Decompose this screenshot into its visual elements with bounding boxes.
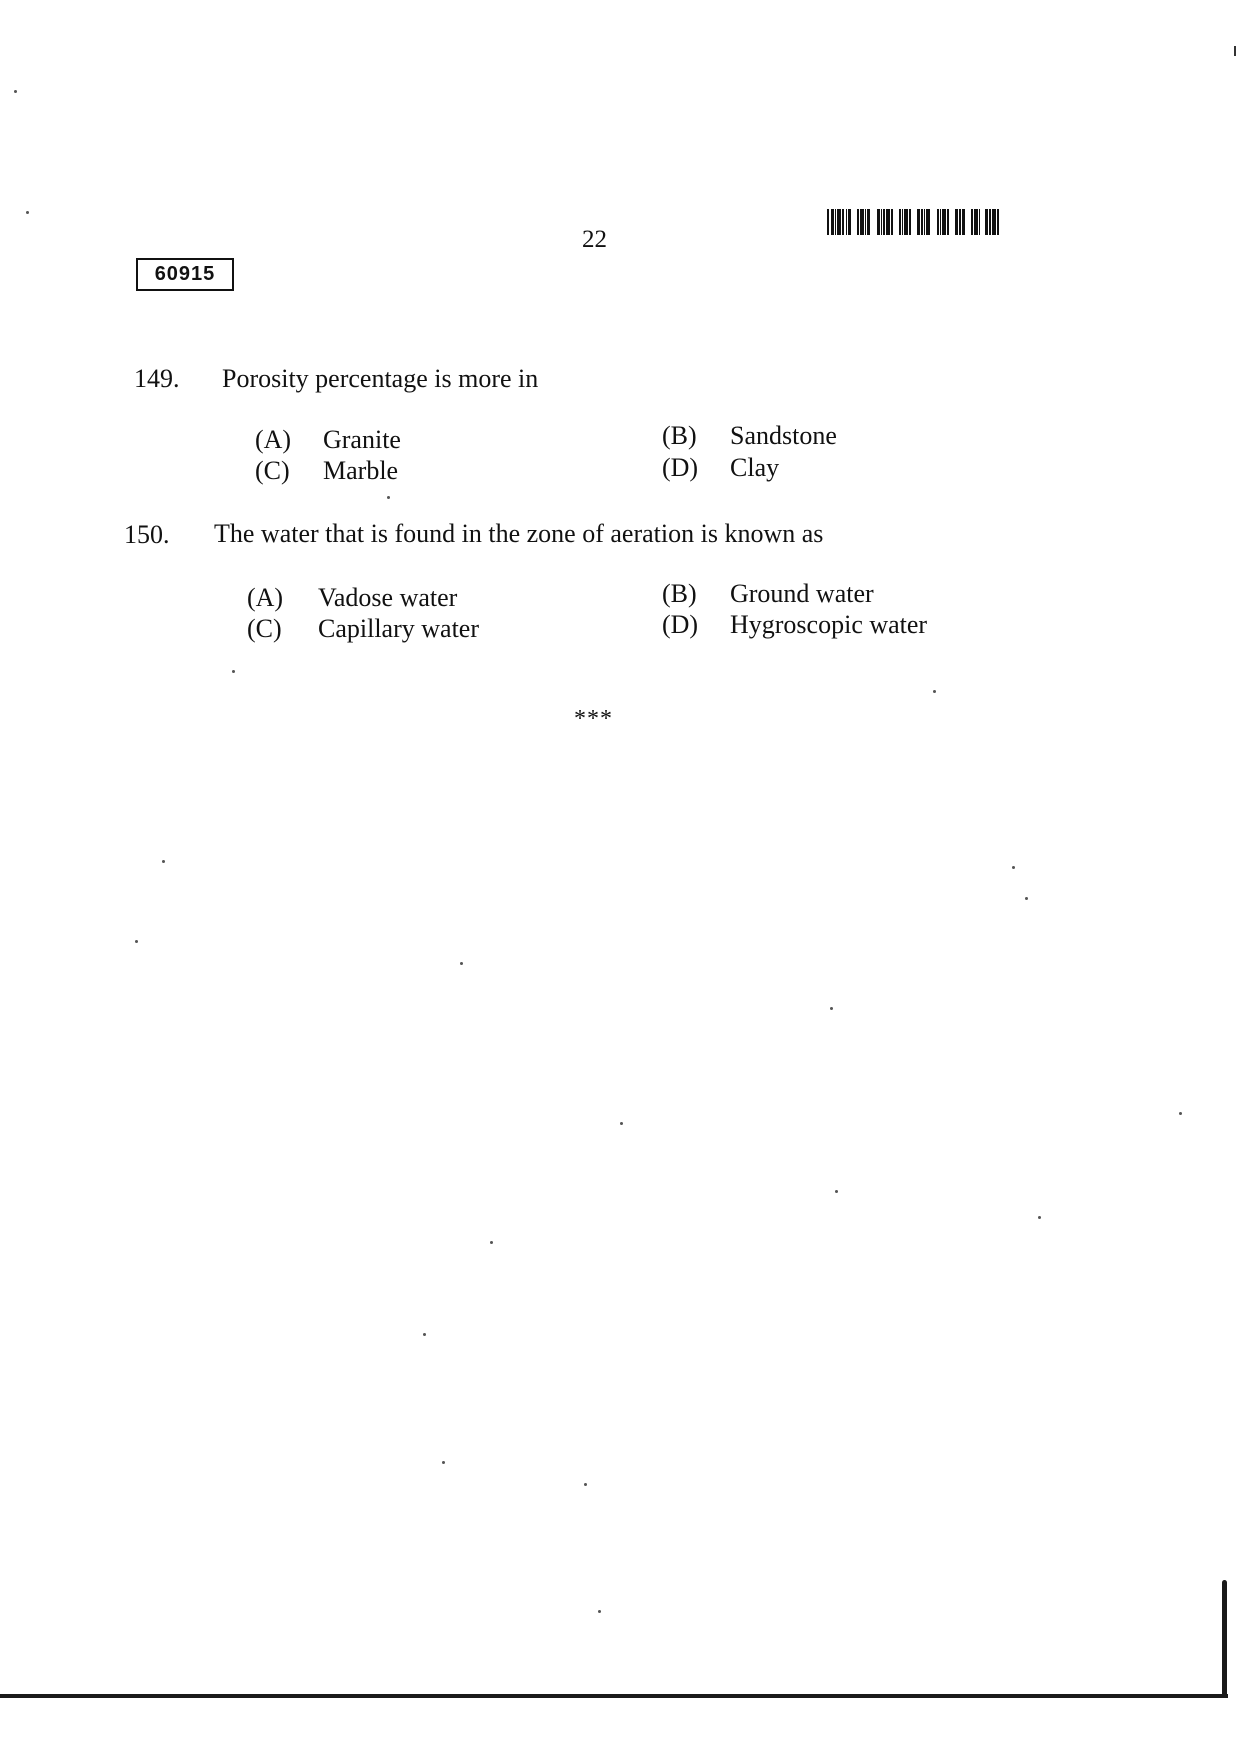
option-text: Vadose water bbox=[318, 583, 458, 612]
option-d bbox=[662, 610, 927, 640]
option-a bbox=[247, 583, 457, 613]
option-d bbox=[662, 453, 779, 483]
option-text: Marble bbox=[323, 456, 399, 485]
option-letter: (C) bbox=[255, 456, 290, 485]
option-b bbox=[662, 421, 837, 451]
option-c bbox=[255, 456, 398, 486]
option-b bbox=[662, 579, 874, 609]
option-text: Sandstone bbox=[730, 421, 837, 450]
question-text: The water that is found in the zone of aeration is known as bbox=[214, 519, 824, 548]
option-text: Clay bbox=[730, 453, 780, 482]
question-number: 149. bbox=[134, 364, 180, 393]
option-text: Ground water bbox=[730, 579, 874, 608]
question-text: Porosity percentage is more in bbox=[222, 364, 539, 393]
page-number: 22 bbox=[582, 226, 607, 253]
option-letter: (B) bbox=[662, 579, 697, 608]
scan-edge-mark bbox=[1234, 46, 1236, 56]
question-number: 150. bbox=[124, 520, 170, 549]
option-letter: (B) bbox=[662, 421, 697, 450]
barcode-image bbox=[827, 209, 999, 235]
option-text: Hygroscopic water bbox=[730, 610, 928, 639]
end-marker: *** bbox=[574, 706, 613, 732]
bottom-rule bbox=[0, 1694, 1228, 1698]
option-c bbox=[247, 614, 479, 644]
option-letter: (A) bbox=[255, 425, 292, 454]
option-a bbox=[255, 425, 401, 455]
option-text: Granite bbox=[323, 425, 401, 454]
option-letter: (D) bbox=[662, 453, 699, 482]
paper-code-box: 60915 bbox=[136, 258, 234, 291]
option-text: Capillary water bbox=[318, 614, 479, 643]
scan-corner-stroke bbox=[1222, 1580, 1227, 1698]
option-letter: (C) bbox=[247, 614, 282, 643]
option-letter: (D) bbox=[662, 610, 699, 639]
option-letter: (A) bbox=[247, 583, 284, 612]
